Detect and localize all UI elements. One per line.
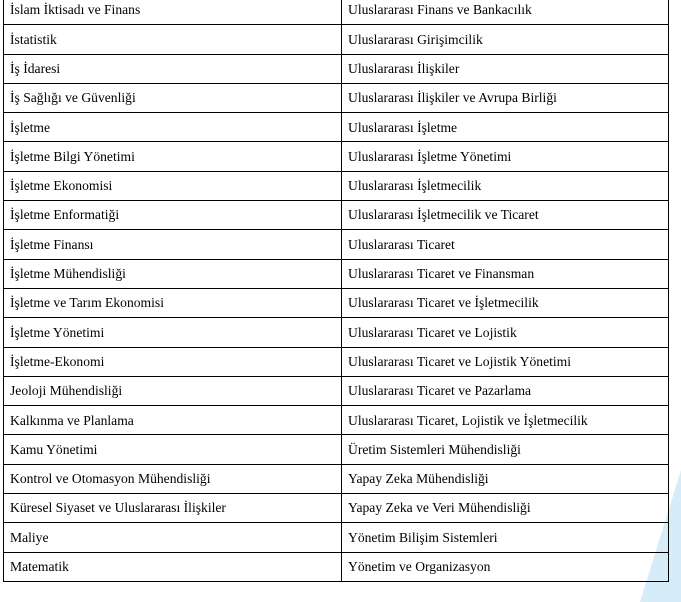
department-cell-right: Uluslararası Ticaret ve Pazarlama xyxy=(342,376,669,405)
department-cell-right: Uluslararası Ticaret ve Finansman xyxy=(342,259,669,288)
department-cell-left: İş İdaresi xyxy=(4,54,342,83)
table-row xyxy=(4,288,669,317)
department-cell-left: Jeoloji Mühendisliği xyxy=(4,376,342,405)
department-cell-left: İşletme Ekonomisi xyxy=(4,171,342,200)
department-cell-left: İşletme Finansı xyxy=(4,230,342,259)
table-row xyxy=(4,171,669,200)
table-row xyxy=(4,523,669,552)
department-cell-right: Uluslararası Ticaret ve Lojistik xyxy=(342,318,669,347)
department-cell-right: Üretim Sistemleri Mühendisliği xyxy=(342,435,669,464)
department-cell-left: Matematik xyxy=(4,552,342,581)
department-cell-left: İşletme Yönetimi xyxy=(4,318,342,347)
table-row xyxy=(4,0,669,25)
table-row xyxy=(4,259,669,288)
table-row xyxy=(4,406,669,435)
department-cell-right: Uluslararası Ticaret ve İşletmecilik xyxy=(342,288,669,317)
department-cell-left: İşletme-Ekonomi xyxy=(4,347,342,376)
department-cell-left: Maliye xyxy=(4,523,342,552)
department-cell-left: İş Sağlığı ve Güvenliği xyxy=(4,83,342,112)
table-row xyxy=(4,552,669,581)
table-row xyxy=(4,494,669,523)
department-cell-right: Yönetim Bilişim Sistemleri xyxy=(342,523,669,552)
department-cell-left: İşletme xyxy=(4,113,342,142)
department-cell-left: Kontrol ve Otomasyon Mühendisliği xyxy=(4,464,342,493)
table-row xyxy=(4,201,669,230)
table-row xyxy=(4,83,669,112)
table-row xyxy=(4,318,669,347)
department-cell-right: Uluslararası İşletmecilik ve Ticaret xyxy=(342,201,669,230)
department-cell-left: Küresel Siyaset ve Uluslararası İlişkiler xyxy=(4,494,342,523)
department-cell-left: İşletme Mühendisliği xyxy=(4,259,342,288)
department-cell-left: Kamu Yönetimi xyxy=(4,435,342,464)
table-row xyxy=(4,376,669,405)
department-cell-right: Uluslararası Finans ve Bankacılık xyxy=(342,0,669,25)
department-table xyxy=(3,0,669,582)
table-row xyxy=(4,347,669,376)
department-cell-left: İslam İktisadı ve Finans xyxy=(4,0,342,25)
table-row xyxy=(4,25,669,54)
table-row xyxy=(4,142,669,171)
department-cell-left: İşletme ve Tarım Ekonomisi xyxy=(4,288,342,317)
department-cell-right: Uluslararası İşletme xyxy=(342,113,669,142)
department-cell-right: Uluslararası Girişimcilik xyxy=(342,25,669,54)
department-cell-left: İstatistik xyxy=(4,25,342,54)
department-cell-right: Yapay Zeka ve Veri Mühendisliği xyxy=(342,494,669,523)
department-cell-right: Yönetim ve Organizasyon xyxy=(342,552,669,581)
department-cell-left: İşletme Bilgi Yönetimi xyxy=(4,142,342,171)
department-cell-right: Uluslararası İşletme Yönetimi xyxy=(342,142,669,171)
department-cell-right: Uluslararası Ticaret xyxy=(342,230,669,259)
department-cell-right: Uluslararası Ticaret ve Lojistik Yönetimi xyxy=(342,347,669,376)
department-cell-right: Uluslararası İlişkiler ve Avrupa Birliği xyxy=(342,83,669,112)
table-row xyxy=(4,113,669,142)
department-cell-right: Yapay Zeka Mühendisliği xyxy=(342,464,669,493)
department-cell-right: Uluslararası İşletmecilik xyxy=(342,171,669,200)
table-row xyxy=(4,464,669,493)
department-cell-right: Uluslararası Ticaret, Lojistik ve İşletmecilik xyxy=(342,406,669,435)
department-cell-left: Kalkınma ve Planlama xyxy=(4,406,342,435)
department-cell-right: Uluslararası İlişkiler xyxy=(342,54,669,83)
department-cell-left: İşletme Enformatiği xyxy=(4,201,342,230)
table-row xyxy=(4,230,669,259)
table-row xyxy=(4,435,669,464)
table-row xyxy=(4,54,669,83)
